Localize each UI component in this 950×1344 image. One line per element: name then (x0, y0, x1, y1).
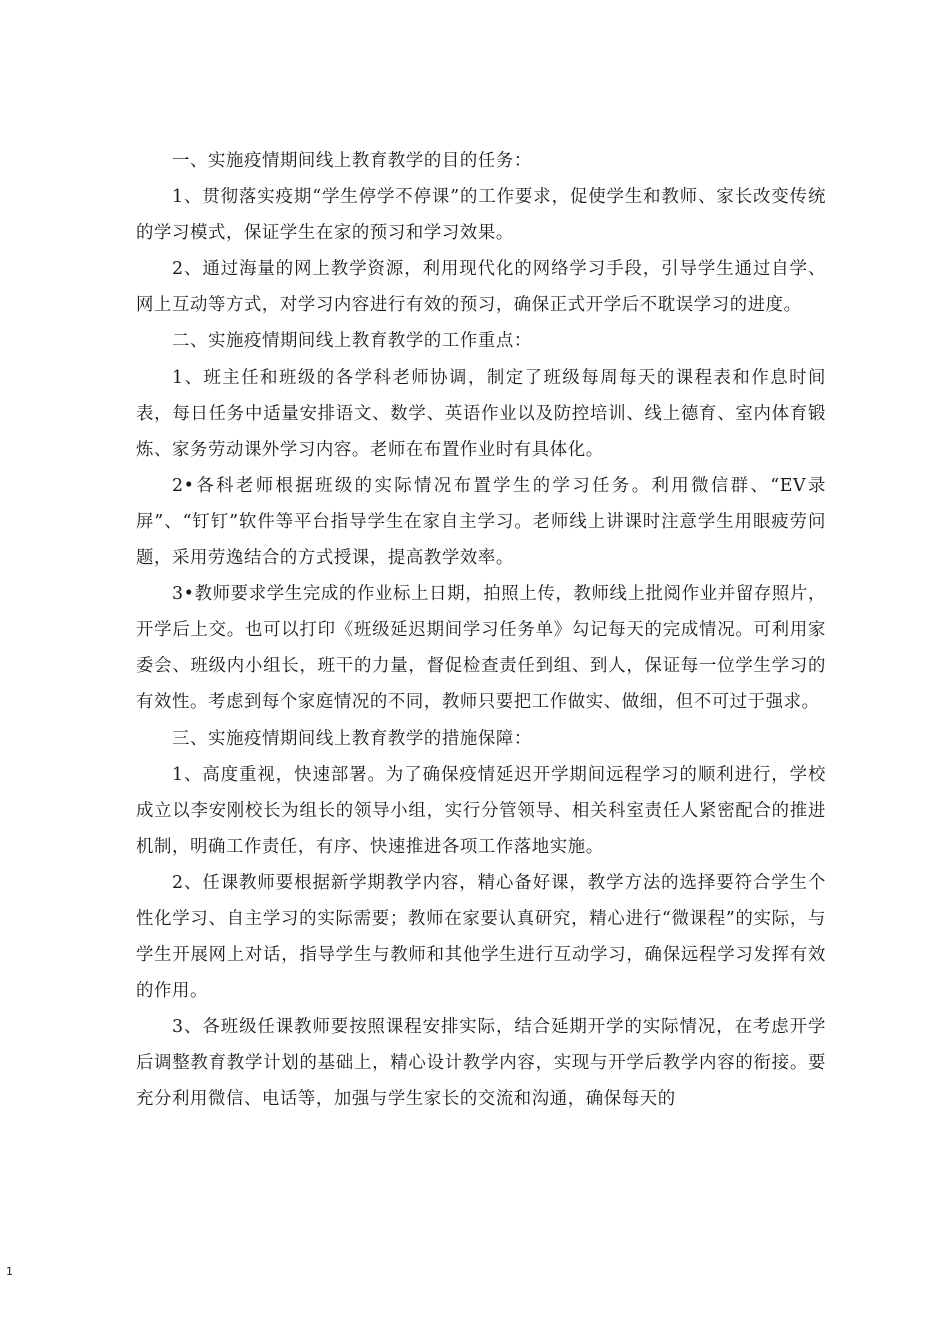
page-number: 1 (6, 1265, 13, 1278)
paragraph-1-2: 2、通过海量的网上教学资源，利用现代化的网络学习手段，引导学生通过自学、网上互动等方式，对学习内容进行有效的预习，确保正式开学后不耽误学习的进度。 (136, 259, 826, 316)
paragraph-3-3: 3、各班级任课教师要按照课程安排实际，结合延期开学的实际情况，在考虑开学后调整教育教学计划的基础上，精心设计教学内容，实现与开学后教学内容的衔接。要充分利用微信、电话等，加强与学生家长的交流和沟通，确保每天的 (136, 1017, 826, 1110)
paragraph-3-1: 1、高度重视，快速部署。为了确保疫情延迟开学期间远程学习的顺利进行，学校成立以李安刚校长为组长的领导小组，实行分管领导、相关科室责任人紧密配合的推进机制，明确工作责任，有序、快速推进各项工作落地实施。 (136, 764, 826, 857)
paragraph-2-2: 2•各科老师根据班级的实际情况布置学生的学习任务。利用微信群、“EV录屏”、“钉钉”软件等平台指导学生在家自主学习。老师线上讲课时注意学生用眼疲劳问题，采用劳逸结合的方式授课，提高教学效率。 (136, 475, 826, 569)
heading-section-1: 一、实施疫情期间线上教育教学的目的任务： (172, 151, 532, 171)
heading-section-3: 三、实施疫情期间线上教育教学的措施保障： (172, 728, 532, 749)
paragraph-2-3: 3•教师要求学生完成的作业标上日期，拍照上传，教师线上批阅作业并留存照片，开学后上交。也可以打印《班级延迟期间学习任务单》勾记每天的完成情况。可利用家委会、班级内小组长，班干的力量，督促检查责任到组、到人，保证每一位学生学习的有效性。考虑到每个家庭情况的不同，教师只要把工作做实、做细，但不可过于强求。 (136, 584, 826, 713)
paragraph-3-2: 2、任课教师要根据新学期教学内容，精心备好课，教学方法的选择要符合学生个性化学习、自主学习的实际需要；教师在家要认真研究，精心进行“微课程”的实际，与学生开展网上对话，指导学生与教师和其他学生进行互动学习，确保远程学习发挥有效的作用。 (136, 872, 826, 1002)
paragraph-2-1: 1、班主任和班级的各学科老师协调，制定了班级每周每天的课程表和作息时间表，每日任务中适量安排语文、数学、英语作业以及防控培训、线上德育、室内体育锻炼、家务劳动课外学习内容。老师在布置作业时有具体化。 (136, 367, 826, 460)
document-body (136, 143, 826, 1118)
paragraph-1-1: 1、贯彻落实疫期“学生停学不停课”的工作要求，促使学生和教师、家长改变传统的学习模式，保证学生在家的预习和学习效果。 (136, 187, 826, 244)
heading-section-2: 二、实施疫情期间线上教育教学的工作重点： (172, 331, 532, 352)
